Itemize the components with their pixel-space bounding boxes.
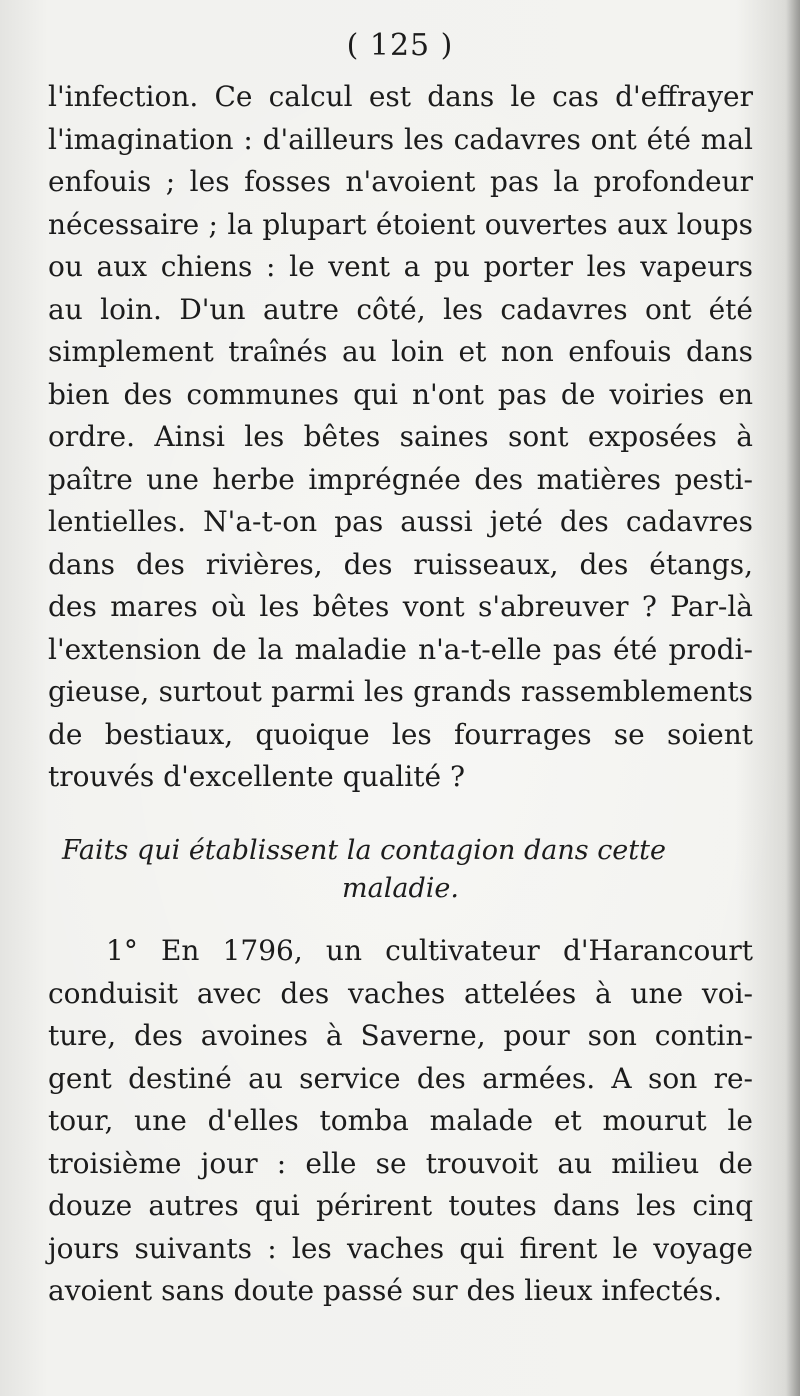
text-line: dans des rivières, des ruisseaux, des étangs, bbox=[48, 547, 753, 581]
text-line: gent destiné au service des armées. A son re- bbox=[48, 1061, 753, 1095]
text-line: douze autres qui périrent toutes dans les cinq bbox=[48, 1189, 753, 1222]
text-line: troisième jour : elle se trouvoit au milieu de bbox=[48, 1146, 753, 1180]
text-line: l'extension de la maladie n'a-t-elle pas été prodi- bbox=[48, 632, 753, 666]
text-line: lentielles. N'a-t-on pas aussi jeté des cadavres bbox=[48, 505, 753, 538]
text-line: des mares où les bêtes vont s'abreuver ? Par-là bbox=[48, 590, 753, 623]
text-line: avoient sans doute passé sur des lieux infectés. bbox=[48, 1274, 723, 1307]
text-line: 1° En 1796, un cultivateur d'Harancourt bbox=[106, 934, 753, 967]
text-line: enfouis ; les fosses n'avoient pas la profondeur bbox=[48, 165, 753, 198]
text-line: simplement traînés au loin et non enfouis dans bbox=[48, 335, 753, 368]
text-line: ordre. Ainsi les bêtes saines sont exposées à bbox=[48, 420, 753, 453]
text-line: conduisit avec des vaches attelées à une voi- bbox=[48, 976, 753, 1010]
text-line: tour, une d'elles tomba malade et mourut le bbox=[48, 1104, 753, 1137]
heading-line: Faits qui établissent la contagion dans cette bbox=[62, 835, 666, 866]
paragraph-infection bbox=[48, 76, 753, 799]
text-line: ou aux chiens : le vent a pu porter les vapeurs bbox=[48, 250, 753, 283]
text-line: gieuse, surtout parmi les grands rassemblements bbox=[48, 675, 753, 708]
text-line: de bestiaux, quoique les fourrages se soient bbox=[48, 717, 753, 751]
text-line: trouvés d'excellente qualité ? bbox=[48, 760, 465, 793]
page-number: ( 125 ) bbox=[346, 28, 454, 63]
heading-line: maladie. bbox=[342, 873, 459, 904]
paragraph-harancourt bbox=[48, 930, 753, 1313]
page-gutter-shadow bbox=[786, 0, 800, 1396]
text-line: paître une herbe imprégnée des matières pesti- bbox=[48, 462, 753, 496]
text-line: jours suivants : les vaches qui firent le voyage bbox=[48, 1231, 753, 1265]
text-line: l'imagination : d'ailleurs les cadavres ont été mal bbox=[48, 122, 753, 156]
text-line: l'infection. Ce calcul est dans le cas d'effrayer bbox=[48, 80, 753, 113]
text-line: ture, des avoines à Saverne, pour son contin- bbox=[48, 1019, 753, 1052]
text-line: au loin. D'un autre côté, les cadavres ont été bbox=[48, 292, 753, 326]
text-line: nécessaire ; la plupart étoient ouvertes aux loups bbox=[48, 207, 753, 241]
section-heading bbox=[48, 832, 753, 908]
text-line: bien des communes qui n'ont pas de voiries en bbox=[48, 377, 753, 411]
